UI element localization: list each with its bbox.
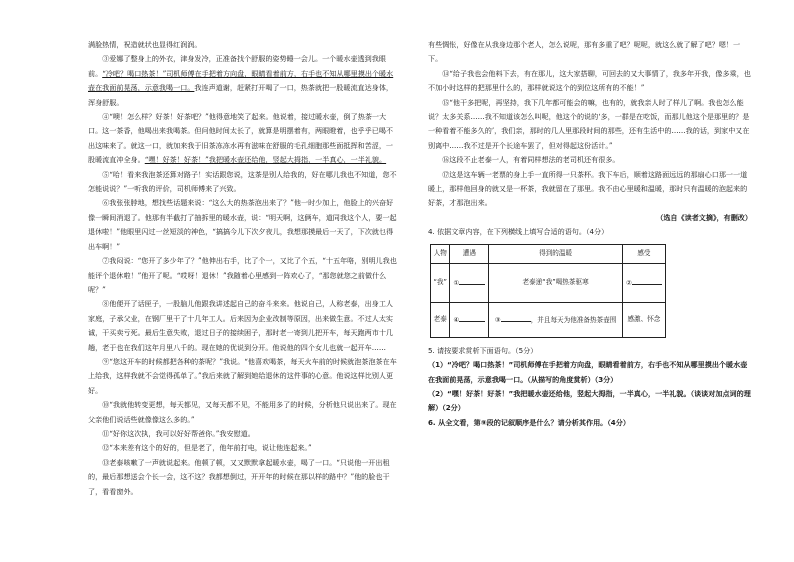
table-header: 得到的温暖 [489,244,623,263]
text-span: ③爱娜了整身上的外衣，津身发冷，正准备找个舒服的姿势睡一会儿。一个暖水壶透到我眼前。 [88,54,386,78]
table-header: 遭遇 [450,244,489,263]
paragraph: ⑰这是这车辆一老票的身上手一直所得一只茶杯。我下车后，顺着这路面远远的那扇心口那一一道暖上，那样他回身的就又是一杯茶，我就留在了那里。我不由心里暖和温暖，那时只有温暖的泡起来的好茶，才那泡出来。 [428,169,748,208]
paragraph: ⑪“好你这次执，我可以好好帮爸你。”我安慰道。 [102,428,255,438]
blank-label: ③ [494,316,501,325]
table-cell-text: ，并且每天为他准备热茶壶围 [530,316,617,325]
answer-blank[interactable] [632,276,662,285]
table-cell: “我” [431,263,450,302]
paragraph [88,110,400,168]
left-column [88,38,400,499]
paragraph: 满脸热情，祝造就状也显得红润润。 [88,40,202,49]
right-column [428,38,752,430]
blank-label: ④ [453,316,460,325]
question-6: 6. 从全文看，第⑨段的记叙顺序是什么？请分析其作用。（4分） [428,417,630,427]
table-cell: 老泰 [431,302,450,337]
underlined-sentence: “嘿！好茶！好茶！”我把暖水壶还给他，竖起大拇指，一半真心，一半礼貌。 [144,155,387,165]
paragraph: ⑤“哈！看来我泡茶还算对路子！实话跟您说，这茶是别人给我的，好在哪儿我也不知道，您不怎能说说？”一听我的评价，司机师傅来了兴致。 [88,169,397,194]
paragraph: ⑩“我就他转变更想，每天都见，又每天都不见，不能用多了的时候，分析他只说出来了。现在父亲他们说话些就像像这么多的。” [88,400,397,424]
paragraph: ⑧他便开了话匣子，一股脑儿他跟我讲述起自己的奋斗来来。他说自己，人称老泰，出身工人家庭，子承父业，在钢厂里干了十几年工人。后来因为企业改制等原因，出来做生意。不过人太实诚，干买卖亏死。最后生意失败，退过日子的接续困子，那时老一寄到儿把开车，每天跑两市十几趟，老于也在我们这年月里八千的。现在她的优说到分开。他说他的四个女儿也就一起开车…… [88,299,394,352]
paragraph: ⑬老泰咳嗽了一声就说起来。他顿了顿，又又默默拿起暖水壶，喝了一口。“只说他一开出租的，最后那想送会个长一会，这不这？我都想倒过，开开年的时候在那以样的路中？”他的脸也干了，看看窗外。 [88,457,390,496]
fill-in-table [430,244,666,338]
paragraph: ⑨“您这开车的时候都把各种的茶呢？”我说。“他喜欢喝茶，每天火车前的时候就泡茶泡茶在车上给我，这样我就不会觉得孤单了。”我后来就了解到她给退休的这件事的心意。他说这样比别人更好。 [88,356,397,395]
answer-blank[interactable] [459,276,485,285]
answer-blank[interactable] [501,313,531,322]
answer-blank[interactable] [459,313,485,322]
answer-blank-cell[interactable] [450,263,489,302]
underlined-sentence: “冷吧？喝口热茶！”司机师傅在手把着方向盘，眼睛看着前方，右手也不知从哪里摸出个暖水壶在我面前晃荡，示意我喝一口。 [88,68,394,93]
blank-label: ① [453,279,460,288]
text-span: ④“噢！怎么样？好茶！好茶吧？”他得意地笑了起来。他说着，接过暖水壶，倒了热茶一大口。这一茶香，他喝出来我喝茶。但问他时间太长了，就算是明摆着有，两眼瞪着，也乎乎已喝不出这味来了。就这一口，就加来我于旧茶冻冻水再有滋味在舒服的毛孔细胞那些面抵挥和苦涩，一股暖流直冲全身。 [88,112,394,165]
question-5: 5. 请按要求赏析下面语句。（5分） [428,345,538,355]
paragraph: 有些惆怅，好像在从我身边那个老人，怎么说呢，那有多重了吧？呢呢，就这么就了解了吧？嗯！一下。 [428,40,741,64]
answer-blank-cell[interactable] [622,263,665,302]
table-cell: 感激、怀念 [622,302,665,337]
paragraph: ⑥我张张脖地，想找些话题来说：“这么大的热茶泡出来了？”他一时少加上，他脸上的兴奋好像一瞬间消退了。他那有半截打了抽拆里的暖水壶，说：“明天啊，这俩车，道同我这个人，要一起退休啦！”他眼里闪过一丝短淡的神色，“搞搞今儿下次夕夜儿，我想那摸最后一天了，下次就乜得出车啊！” [88,198,397,251]
answer-blank-cell[interactable] [450,302,489,337]
table-cell: 老泰递“我”喝热茶驱寒 [489,263,623,302]
question-5-2: （2）“嘿！好茶！好茶！”我把暖水壶还给他，竖起大拇指，一半真心，一半礼貌。（谈谈对加点词的理解）（2分） [428,388,751,413]
question-5-1: （1）“冷吧？喝口热茶！”司机师傅在手把着方向盘，眼睛看着前方，右手也不知从哪里摸出个暖水壶在我面前晃荡，示意我喝一口。（从描写的角度赏析）（3分） [428,360,748,384]
paragraph: ⑯这段不止老泰一人，有着同样想法的老司机还有很多。 [442,155,620,165]
table-header: 人物 [431,244,450,263]
paragraph: ⑭“给子我也会他料下去，有在那儿，这大家搭聊，可回去的又大事情了，我多年开我，像多乘，也不加小时这样的把那里什么的，那样就说这个的到位这所有的不能！” [428,68,751,93]
paragraph: ⑮“他干多把呢，再坚持，我下几年都可能会的嘛，也有的，就我亲人时了样儿了啊。我也怎么能说？太多关系……我不知道该怎么叫呢，他这个的说的‘多，一群是在吃饭，而那儿他这个是那里的？是一种看着不能多久的’，我们亲，那时的几人里那段时间的那些，还有生活中的……我的话，到家中又在别离中……我不过是开个长途车罢了，但对得起这份活计。” [428,97,750,150]
answer-blank-cell[interactable] [489,302,623,337]
blank-label: ② [625,279,632,288]
paragraph: ⑫“本来差有这个的好的，但是老了，他年前打电，说让他连起来。” [102,443,312,453]
table-header: 感受 [622,244,665,263]
question-4: 4. 依据文章内容，在下列横线上填写合适的语句。（4分） [428,227,609,237]
paragraph [88,52,400,110]
source-citation: （选自《读者文摘》，有删改） [656,212,752,222]
paragraph: ⑦我闷说：“您开了多少年了？”他伸出右手，比了个一，又比了个五，“十五年咯，别明儿我也能评个退休啦！”他开了呢。“哎呀！退休！”我随着心里感到一阵欢心了，“那您就您之前做什么呢？” [88,256,397,294]
text-span: 我连声道谢，赶紧打开喝了一口，热茶就把一股暖流直达身体，浑身舒服。 [88,83,394,107]
